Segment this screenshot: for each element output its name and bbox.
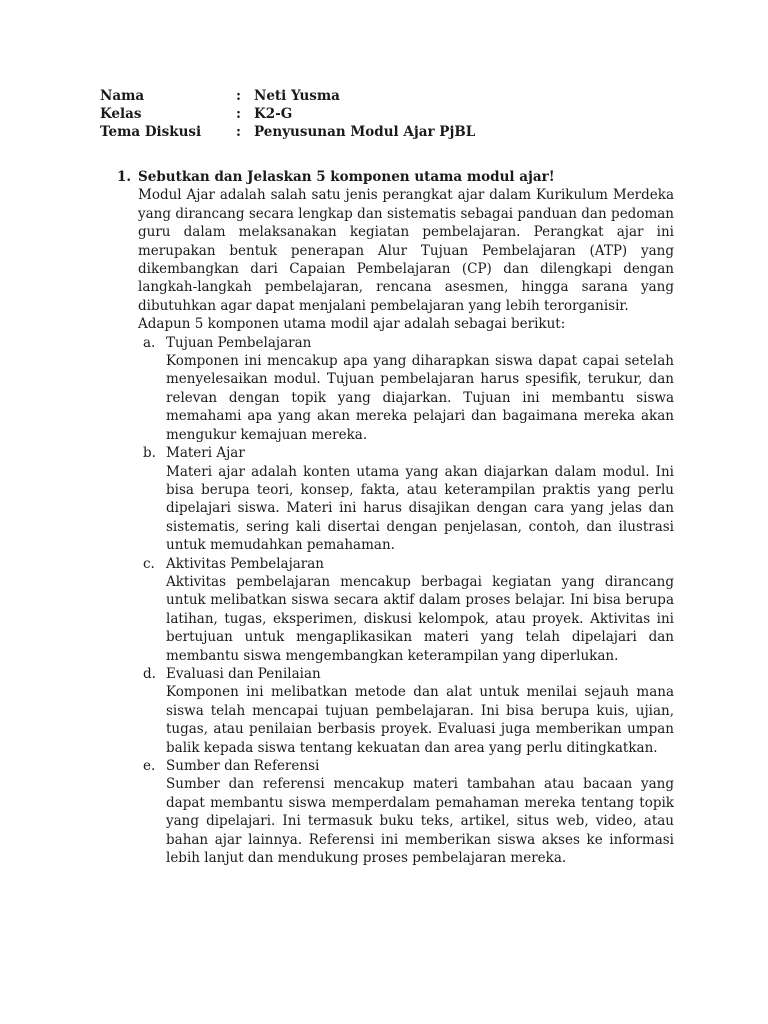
- component-item-b: [117, 444, 674, 554]
- component-item-a: [117, 334, 674, 444]
- component-item-c: [117, 555, 674, 665]
- item-title-row: [138, 334, 674, 352]
- item-letter: b.: [143, 445, 156, 462]
- item-body: Komponen ini mencakup apa yang diharapkan siswa dapat capai setelah menyelesaikan modul. Tujuan pembelajaran harus spesifik, terukur, dan relevan dengan topik yang diajarkan. Tujuan ini membantu siswa memahami apa yang akan mereka pelajari dan bagaimana mereka akan mengukur kemajuan mereka.: [166, 353, 674, 443]
- header-value: Neti Yusma: [254, 88, 340, 104]
- component-item-d: [117, 665, 674, 757]
- header-value: K2-G: [254, 106, 293, 122]
- header-colon: :: [236, 88, 241, 104]
- item-letter: e.: [143, 758, 156, 774]
- header-colon: :: [236, 106, 241, 122]
- item-title: Materi Ajar: [166, 445, 245, 462]
- question-section: [117, 168, 674, 867]
- item-body: Aktivitas pembelajaran mencakup berbagai kegiatan yang dirancang untuk melibatkan siswa secara aktif dalam proses belajar. Ini bisa berupa latihan, tugas, eksperimen, diskusi kelompok, atau proyek. Aktivitas ini bertujuan untuk mengaplikasikan materi yang telah dipelajari dan membantu siswa mengembangkan keterampilan yang diperlukan.: [166, 573, 674, 664]
- question-heading: [117, 168, 674, 186]
- item-title-row: [138, 444, 674, 462]
- header-colon: :: [236, 124, 241, 140]
- header-row-tema: [100, 123, 475, 141]
- item-title: Sumber dan Referensi: [166, 758, 320, 774]
- item-title: Evaluasi dan Penilaian: [166, 665, 321, 682]
- item-letter: a.: [143, 334, 156, 351]
- item-body: Komponen ini melibatkan metode dan alat untuk menilai sejauh mana siswa telah mencapai tujuan pembelajaran. Ini bisa berupa kuis, ujian, tugas, atau penilaian berbasis proyek. Evaluasi juga memberikan umpan balik kepada siswa tentang kekuatan dan area yang perlu ditingkatkan.: [166, 684, 674, 756]
- identity-header: [100, 87, 475, 141]
- item-title: Tujuan Pembelajaran: [166, 334, 312, 351]
- header-row-kelas: [100, 105, 475, 123]
- header-label: Kelas: [100, 106, 142, 122]
- item-letter: d.: [143, 665, 156, 682]
- header-label: Tema Diskusi: [100, 124, 202, 140]
- item-title-row: [138, 555, 674, 573]
- item-title-row: [138, 665, 674, 683]
- question-text: Sebutkan dan Jelaskan 5 komponen utama modul ajar!: [138, 169, 555, 185]
- item-body: Materi ajar adalah konten utama yang akan diajarkan dalam modul. Ini bisa berupa teori, konsep, fakta, atau keterampilan praktis yang perlu dipelajari siswa. Materi ini harus disajikan dengan cara yang jelas dan sistematis, sering kali disertai dengan penjelasan, contoh, dan ilustrasi untuk memudahkan pemahaman.: [166, 463, 674, 554]
- question-number: 1.: [117, 169, 132, 185]
- item-body: Sumber dan referensi mencakup materi tambahan atau bacaan yang dapat membantu siswa memperdalam pemahaman mereka tentang topik yang dipelajari. Ini termasuk buku teks, artikel, situs web, video, atau bahan ajar lainnya. Referensi ini memberikan siswa akses ke informasi lebih lanjut dan mendukung proses pembelajaran mereka.: [166, 776, 674, 867]
- header-value: Penyusunan Modul Ajar PjBL: [254, 124, 476, 140]
- item-title: Aktivitas Pembelajaran: [166, 555, 325, 572]
- item-letter: c.: [143, 555, 155, 572]
- header-label: Nama: [100, 88, 145, 104]
- header-row-nama: [100, 87, 475, 105]
- item-title-row: [138, 757, 674, 775]
- lead-sentence: Adapun 5 komponen utama modil ajar adalah sebagai berikut:: [138, 316, 566, 333]
- component-item-e: [117, 757, 674, 867]
- intro-paragraph: Modul Ajar adalah salah satu jenis perangkat ajar dalam Kurikulum Merdeka yang dirancang secara lengkap dan sistematis sebagai panduan dan pedoman guru dalam melaksanakan kegiatan pembelajaran. Perangkat ajar ini merupakan bentuk penerapan Alur Tujuan Pembelajaran (ATP) yang dikembangkan dari Capaian Pembelajaran (CP) dan dilengkapi dengan langkah-langkah pembelajaran, rencana asesmen, hingga sarana yang dibutuhkan agar dapat menjalani pembelajaran yang lebih terorganisir.: [138, 187, 674, 314]
